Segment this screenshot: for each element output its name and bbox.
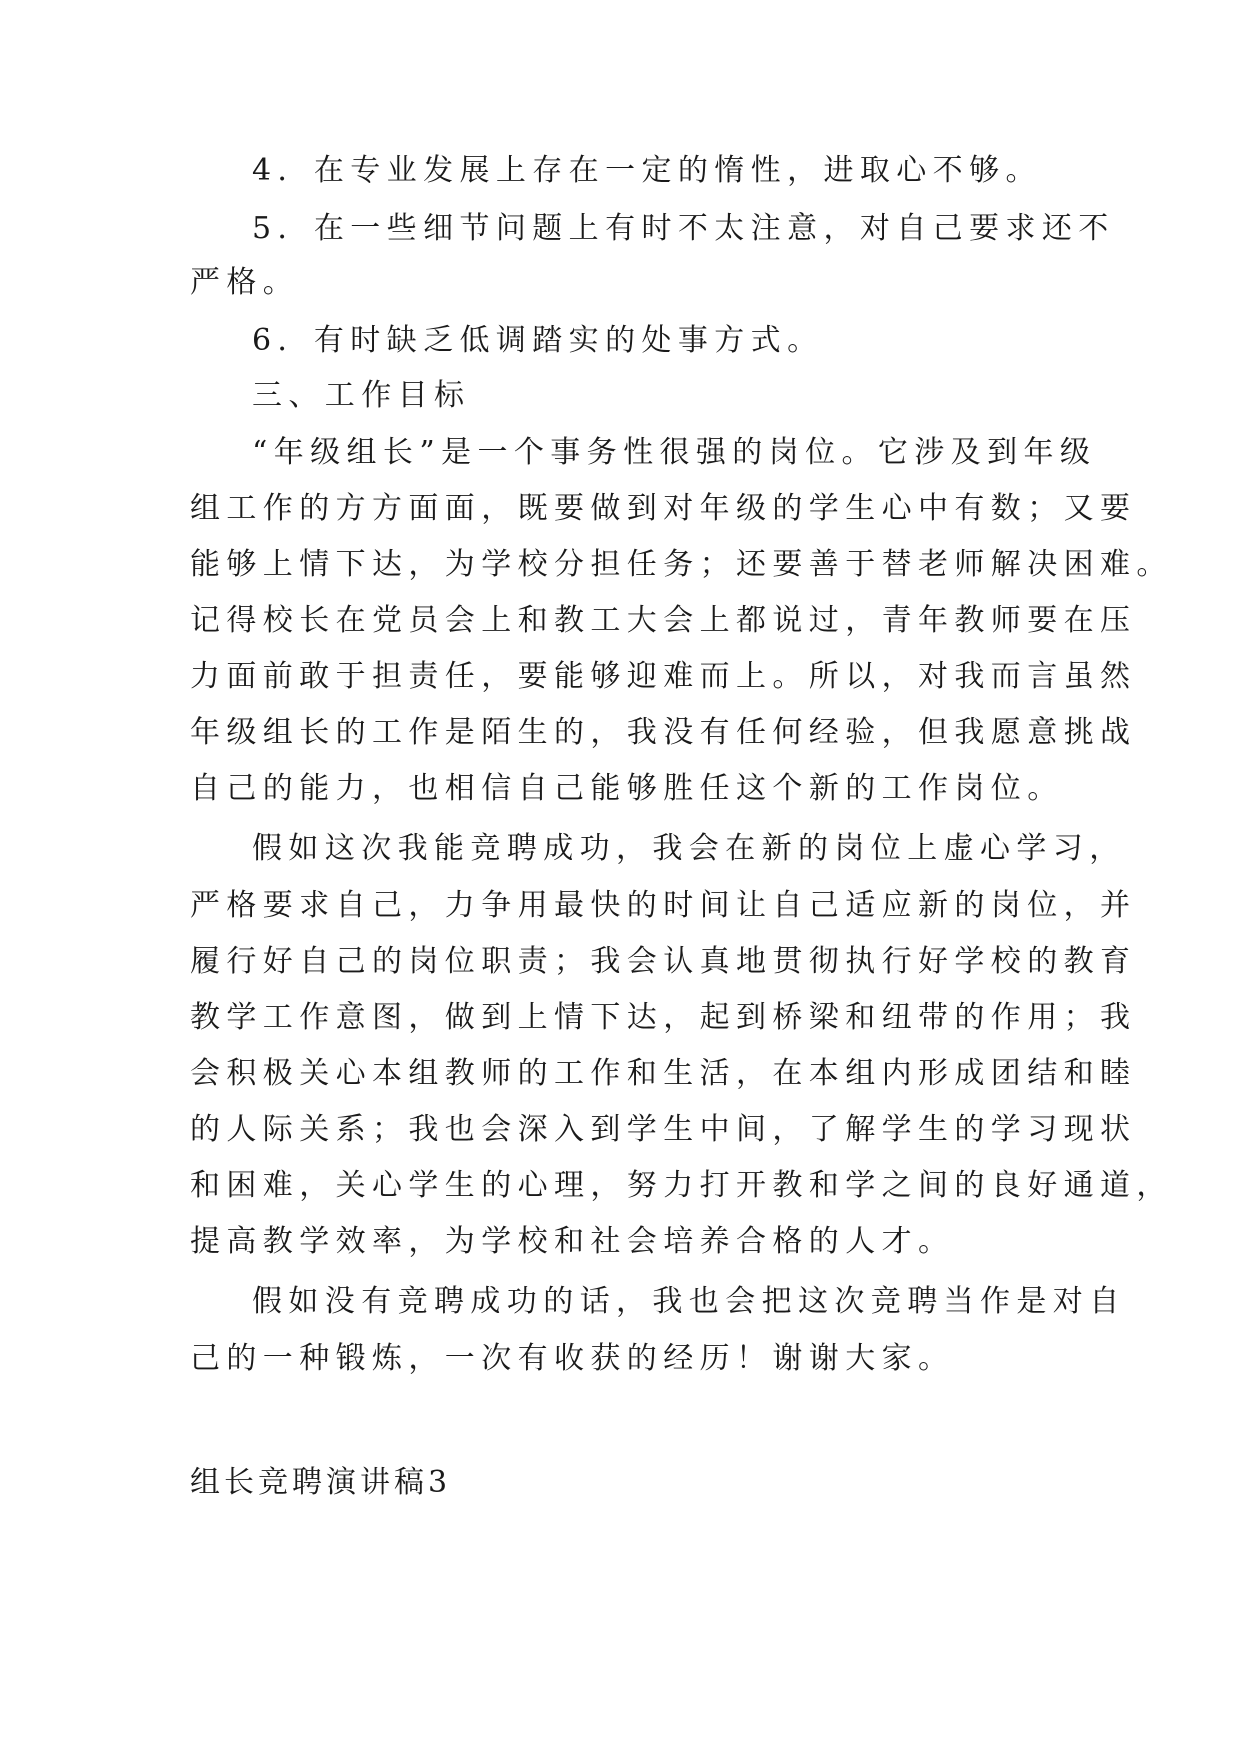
paragraph-line: 己的一种锻炼，一次有收获的经历！谢谢大家。 (190, 1341, 955, 1376)
paragraph-line: 自己的能力，也相信自己能够胜任这个新的工作岗位。 (190, 771, 1064, 806)
paragraph-line: 的人际关系；我也会深入到学生中间，了解学生的学习现状 (190, 1112, 1137, 1147)
list-item-4: 4．在专业发展上存在一定的惰性，进取心不够。 (252, 153, 1042, 188)
paragraph-line: 假如这次我能竞聘成功，我会在新的岗位上虚心学习， (252, 831, 1126, 866)
paragraph-line: 履行好自己的岗位职责；我会认真地贯彻执行好学校的教育 (190, 944, 1137, 979)
list-item-6: 6．有时缺乏低调踏实的处事方式。 (252, 323, 824, 358)
paragraph-line: 会积极关心本组教师的工作和生活，在本组内形成团结和睦 (190, 1056, 1137, 1091)
paragraph-line: 年级组长的工作是陌生的，我没有任何经验，但我愿意挑战 (190, 715, 1137, 750)
paragraph-line: 教学工作意图，做到上情下达，起到桥梁和纽带的作用；我 (190, 1000, 1137, 1035)
paragraph-line: 能够上情下达，为学校分担任务；还要善于替老师解决困难。 (190, 547, 1173, 582)
paragraph-line: 记得校长在党员会上和教工大会上都说过，青年教师要在压 (190, 603, 1137, 638)
section-heading: 组长竞聘演讲稿3 (190, 1465, 452, 1500)
paragraph-line: 假如没有竞聘成功的话，我也会把这次竞聘当作是对自 (252, 1284, 1126, 1319)
paragraph-line: 组工作的方方面面，既要做到对年级的学生心中有数；又要 (190, 491, 1137, 526)
paragraph-line: 严格要求自己，力争用最快的时间让自己适应新的岗位，并 (190, 888, 1137, 923)
paragraph-line: “年级组长”是一个事务性很强的岗位。它涉及到年级 (252, 435, 1097, 470)
list-item-5: 5．在一些细节问题上有时不太注意，对自己要求还不 (252, 211, 1115, 246)
paragraph-line: 力面前敢于担责任，要能够迎难而上。所以，对我而言虽然 (190, 659, 1137, 694)
list-item-5-continued: 严格。 (190, 265, 300, 300)
paragraph-line: 和困难，关心学生的心理，努力打开教和学之间的良好通道， (190, 1168, 1173, 1203)
paragraph-line: 提高教学效率，为学校和社会培养合格的人才。 (190, 1224, 955, 1259)
section-title-work-goals: 三、工作目标 (252, 378, 471, 413)
